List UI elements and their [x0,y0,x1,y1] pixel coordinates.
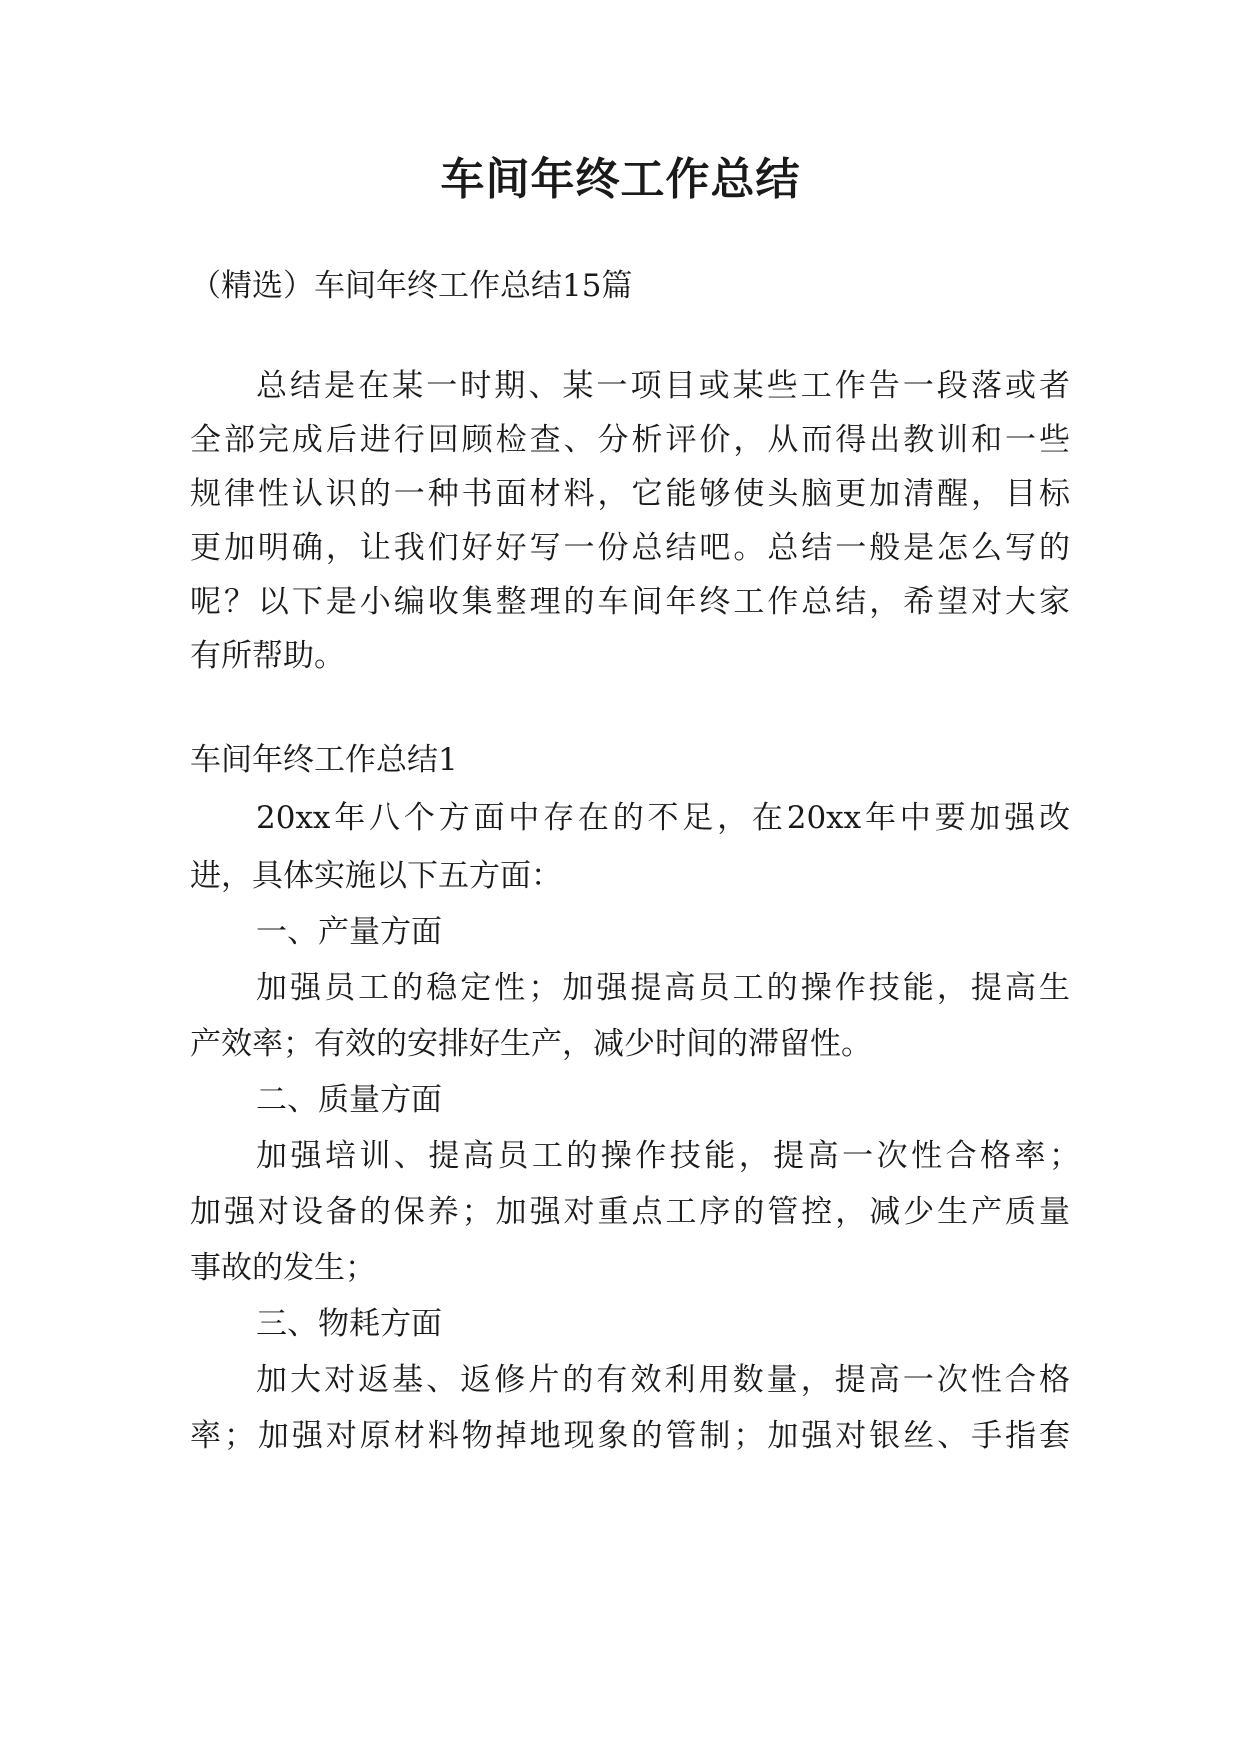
intro-line: 总结是在某一时期、某一项目或某些工作告一段落或者 [256,368,1070,404]
item-heading: 二、质量方面 [256,1082,442,1118]
paragraph-line: 事故的发生； [190,1250,376,1286]
intro-line: 更加明确，让我们好好写一份总结吧。总结一般是怎么写的 [190,530,1070,566]
paragraph-line: 产效率；有效的安排好生产，减少时间的滞留性。 [190,1026,872,1062]
paragraph-line: 加大对返基、返修片的有效利用数量，提高一次性合格 [256,1362,1070,1398]
paragraph-line: 加强员工的稳定性；加强提高员工的操作技能，提高生 [256,970,1070,1006]
section-heading: 车间年终工作总结1 [190,742,458,778]
intro-line: 全部完成后进行回顾检查、分析评价，从而得出教训和一些 [190,422,1070,458]
intro-line: 呢？以下是小编收集整理的车间年终工作总结，希望对大家 [190,584,1070,620]
paragraph-line: 加强培训、提高员工的操作技能，提高一次性合格率； [256,1138,1080,1174]
paragraph-line: 率；加强对原材料物掉地现象的管制；加强对银丝、手指套 [190,1418,1070,1454]
paragraph-line: 进，具体实施以下五方面： [190,858,562,894]
intro-line: 规律性认识的一种书面材料，它能够使头脑更加清醒，目标 [190,476,1070,512]
paragraph-line: 20xx年八个方面中存在的不足，在20xx年中要加强改 [256,800,1070,836]
item-heading: 一、产量方面 [256,914,442,950]
intro-line: 有所帮助。 [190,638,345,674]
item-heading: 三、物耗方面 [256,1306,442,1342]
paragraph-line: 加强对设备的保养；加强对重点工序的管控，减少生产质量 [190,1194,1070,1230]
document-subtitle: （精选）车间年终工作总结15篇 [190,268,633,304]
document-title: 车间年终工作总结 [440,154,801,205]
